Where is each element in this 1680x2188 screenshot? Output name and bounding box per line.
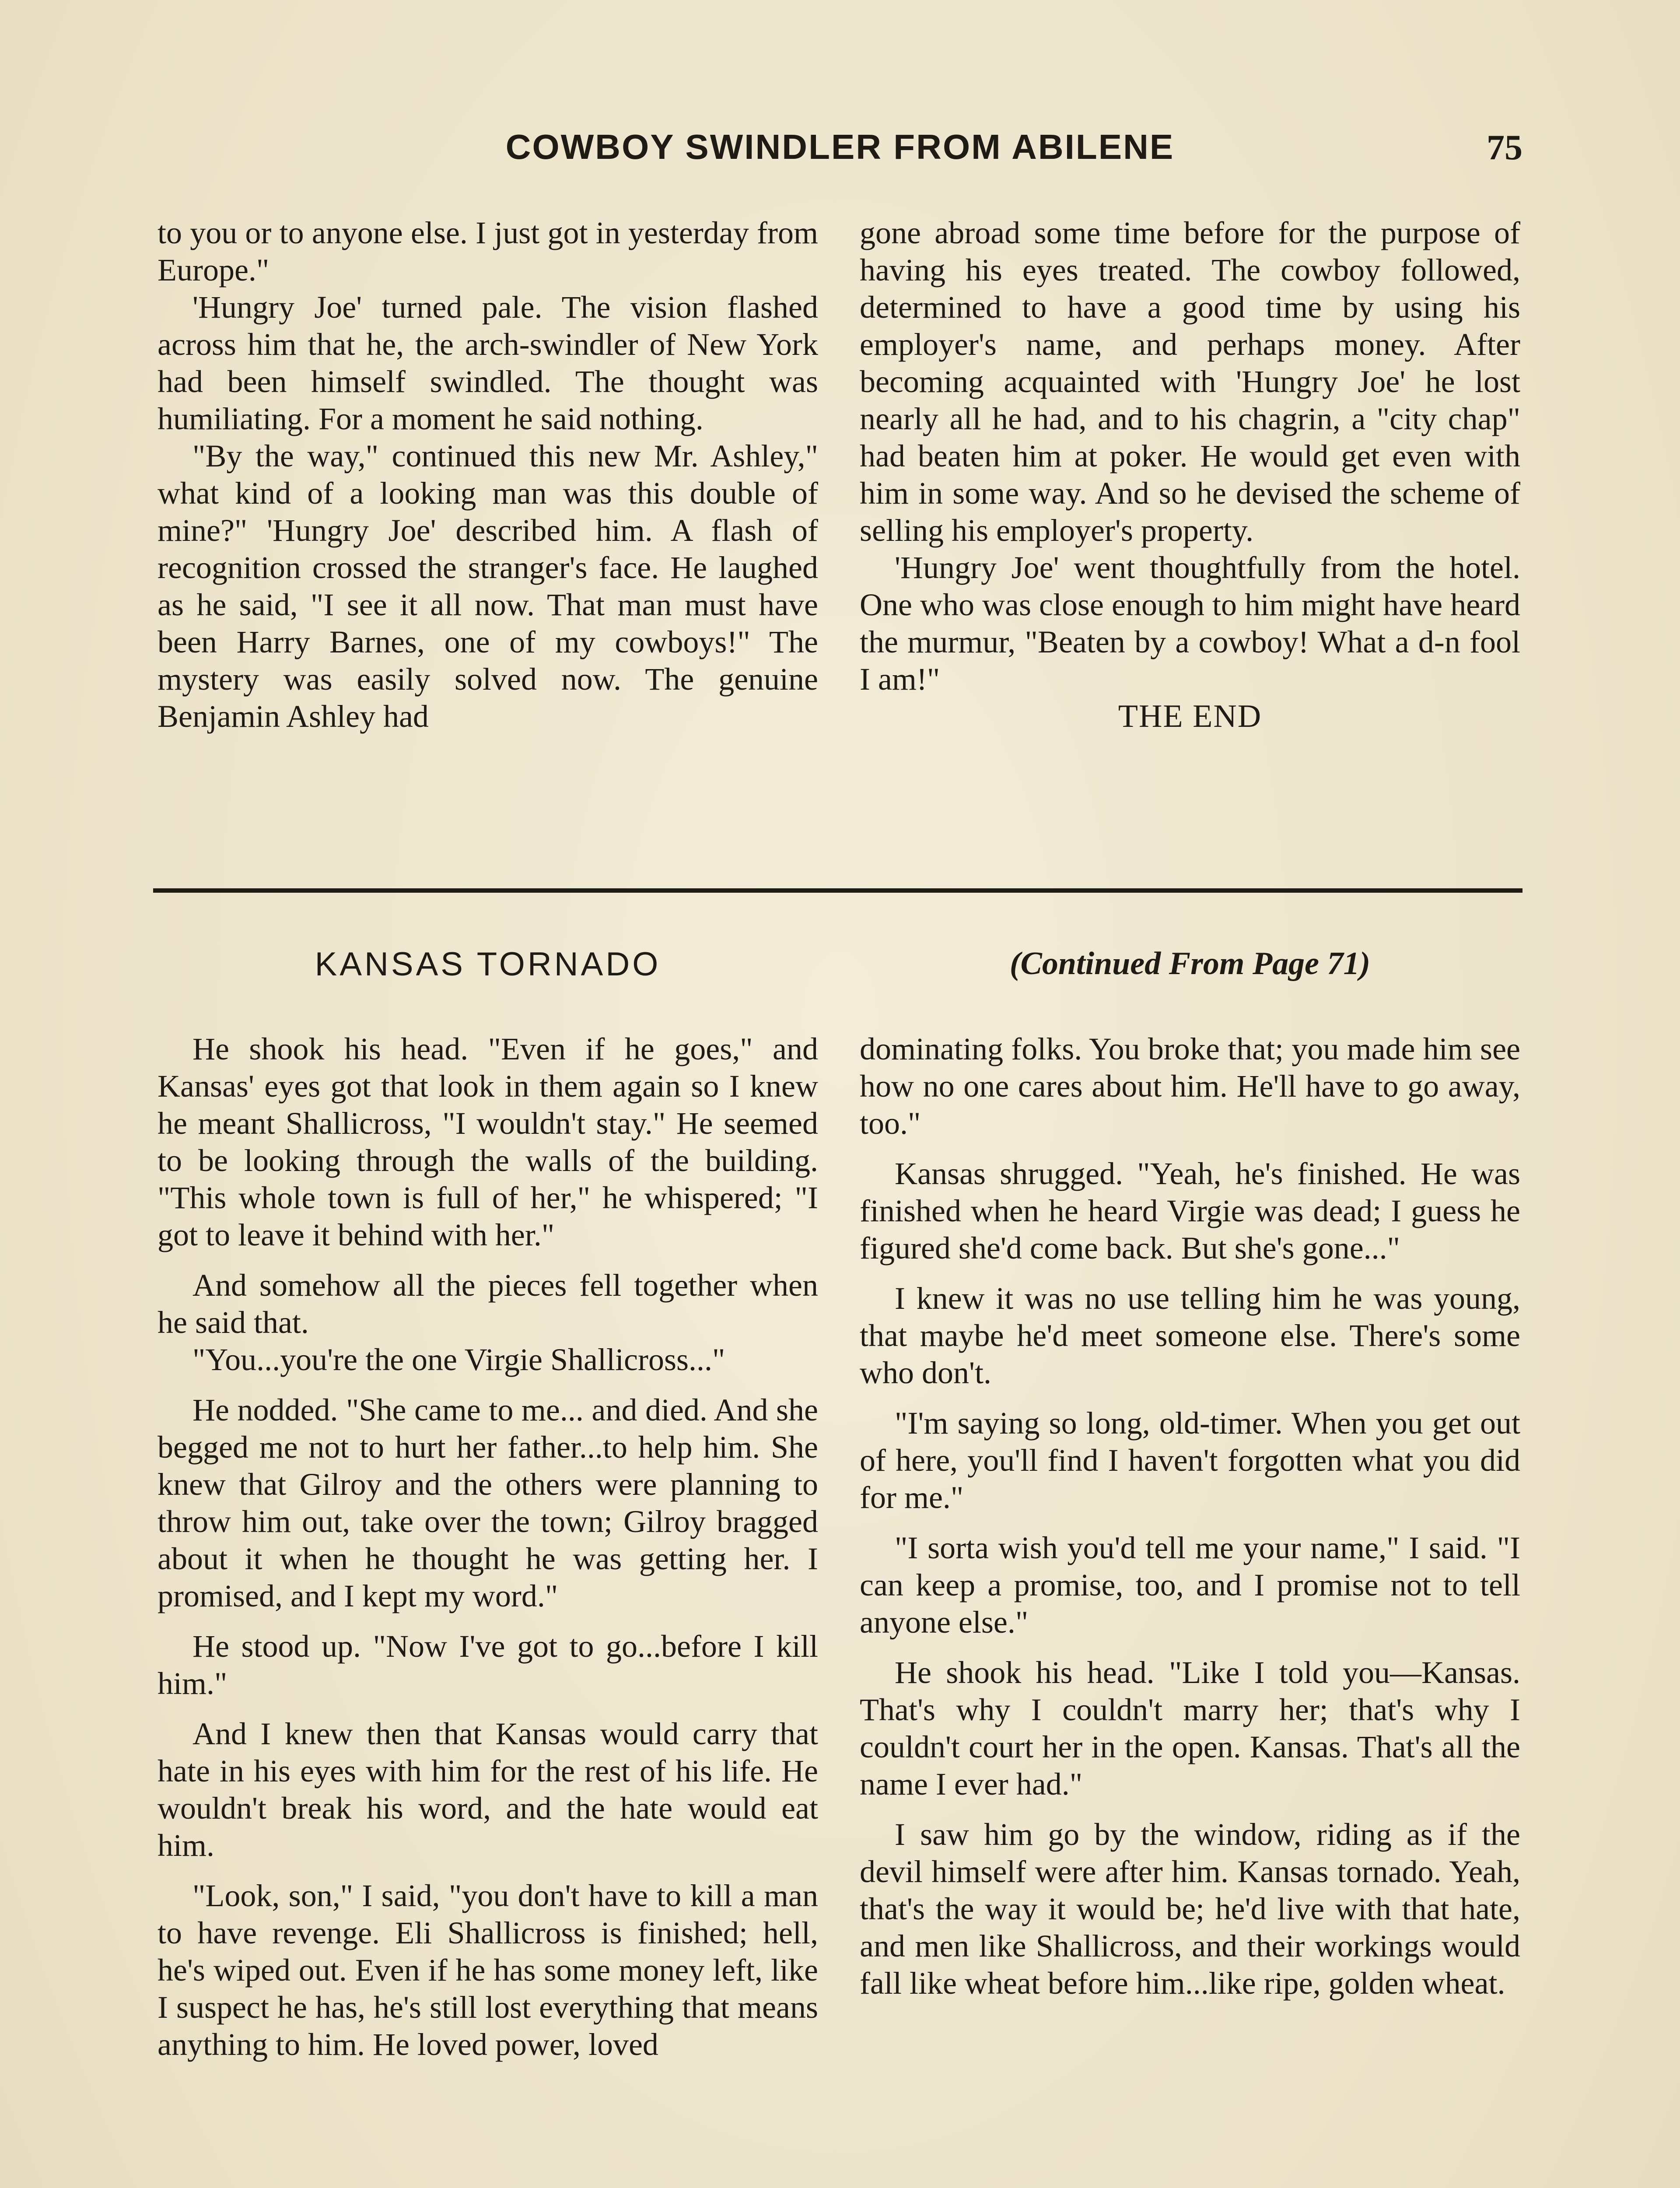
paragraph: I knew it was no use telling him he was young, that maybe he'd meet someone else. There's some who don't.: [860, 1281, 1520, 1390]
paragraph: to you or to anyone else. I just got in yesterday from Europe.": [158, 215, 818, 288]
paragraph: He nodded. "She came to me... and died. And she begged me not to hurt her father...to help him. She knew that Gilroy and the others were planning to throw him out, take over the town; Gilroy bragged about it when he thought he was getting her. I promised, and I kept my word.": [158, 1392, 818, 1613]
paragraph: And I knew then that Kansas would carry that hate in his eyes with him for the rest of his life. He wouldn't break his word, and the hate would eat him.: [158, 1716, 818, 1863]
paragraph: "Look, son," I said, "you don't have to kill a man to have revenge. Eli Shallicross is finished; hell, he's wiped out. Even if he has some money left, like I suspect he has, he's still lost everything that means anything to him. He loved power, loved: [158, 1878, 818, 2062]
paragraph: "I sorta wish you'd tell me your name," I said. "I can keep a promise, too, and I promise not to tell anyone else.": [860, 1530, 1520, 1640]
story2-column-left: [158, 1031, 818, 2063]
story1-column-right: [860, 214, 1520, 735]
paragraph: And somehow all the pieces fell together when he said that.: [158, 1268, 818, 1340]
running-header: [158, 127, 1522, 179]
running-title: COWBOY SWINDLER FROM ABILENE: [505, 127, 1175, 166]
paragraph: 'Hungry Joe' turned pale. The vision flashed across him that he, the arch-swindler of New York had been himself swindled. The thought was humiliating. For a moment he said nothing.: [158, 290, 818, 436]
paragraph: He shook his head. "Like I told you—Kansas. That's why I couldn't marry her; that's why I couldn't court her in the open. Kansas. That's all the name I ever had.": [860, 1655, 1520, 1802]
paragraph: "You...you're the one Virgie Shallicross...": [192, 1342, 725, 1377]
story2-column-right: [860, 1031, 1520, 2002]
story-end-mark: THE END: [1118, 698, 1262, 734]
paragraph: Kansas shrugged. "Yeah, he's finished. He was finished when he heard Virgie was dead; I guess he figured she'd come back. But she's gone...": [860, 1156, 1520, 1266]
paragraph: He shook his head. "Even if he goes," and Kansas' eyes got that look in them again so I knew he meant Shallicross, "I wouldn't stay." He seemed to be looking through the walls of the building. "This whole town is full of her," he whispered; "I got to leave it behind with her.": [158, 1031, 818, 1252]
story-title: KANSAS TORNADO: [315, 946, 661, 983]
continued-note: (Continued From Page 71): [1009, 946, 1371, 982]
paragraph: I saw him go by the window, riding as if the devil himself were after him. Kansas tornado. Yeah, that's the way it would be; he'd live with that hate, and men like Shallicross, and their workings would fall like wheat before him...like ripe, golden wheat.: [860, 1817, 1520, 2001]
paragraph: gone abroad some time before for the purpose of having his eyes treated. The cowboy followed, determined to have a good time by using his employer's name, and perhaps money. After becoming acquainted with 'Hungry Joe' he lost nearly all he had, and to his chagrin, a "city chap" had beaten him at poker. He would get even with him in some way. And so he devised the scheme of selling his employer's property.: [860, 215, 1520, 548]
page-number: 75: [1487, 127, 1522, 167]
section-divider: [153, 888, 1522, 893]
story1-column-left: [158, 214, 818, 735]
paragraph: 'Hungry Joe' went thoughtfully from the hotel. One who was close enough to him might have heard the murmur, "Beaten by a cowboy! What a d-n fool I am!": [860, 550, 1520, 697]
paragraph: "I'm saying so long, old-timer. When you get out of here, you'll find I haven't forgotten what you did for me.": [860, 1406, 1520, 1515]
paragraph: "By the way," continued this new Mr. Ashley," what kind of a looking man was this double of mine?" 'Hungry Joe' described him. A flash of recognition crossed the stranger's face. He laughed as he said, "I see it all now. That man must have been Harry Barnes, one of my cowboys!" The mystery was easily solved now. The genuine Benjamin Ashley had: [158, 438, 818, 734]
paragraph: dominating folks. You broke that; you made him see how no one cares about him. He'll have to go away, too.": [860, 1031, 1520, 1141]
paragraph: He stood up. "Now I've got to go...before I kill him.": [158, 1629, 818, 1701]
